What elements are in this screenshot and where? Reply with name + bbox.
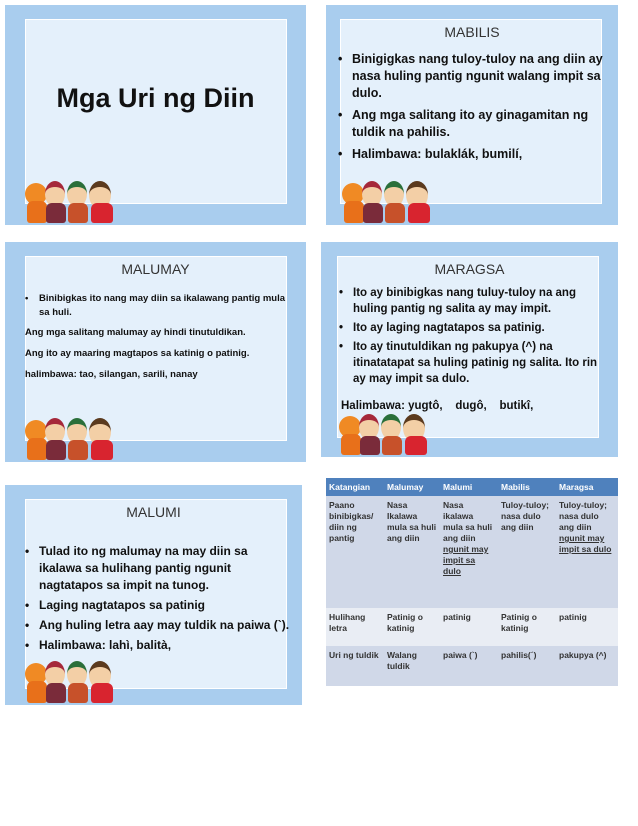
- cartoon-characters-image: [340, 177, 440, 225]
- table-header: Mabilis: [498, 478, 556, 496]
- bullet-item: • Ito ay binibigkas nang tuluy-tuloy na ang huling pantig ng salita ay may impit.: [339, 285, 611, 317]
- bullet-item: • Ang mga salitang ito ay ginagamitan ng tuldik na pahilis.: [338, 107, 608, 141]
- slide-mabilis: [326, 5, 618, 225]
- bullet-item: • Binigigkas nang tuloy-tuloy na ang diin ay nasa huling pantig ngunit walang impit sa dulo.: [338, 51, 608, 102]
- cartoon-characters-image: [23, 414, 123, 462]
- table-cell: Walang tuldik: [384, 646, 440, 686]
- cartoon-characters-image: [23, 657, 123, 705]
- comparison-table: [326, 478, 618, 686]
- table-cell: [440, 496, 498, 608]
- slide-title-text: Mga Uri ng Diin: [56, 83, 255, 113]
- slide-malumay: [5, 242, 306, 462]
- slide-heading: MALUMAY: [121, 261, 190, 277]
- table-row: [326, 608, 618, 646]
- bullet-list: [25, 543, 290, 654]
- bullet-item: • Laging nagtatapos sa patinig: [25, 597, 290, 614]
- bullet-item: • Ito ay laging nagtatapos sa patinig.: [339, 320, 611, 336]
- table-header: Malumay: [384, 478, 440, 496]
- bullet-item: • Ang huling letra aay may tuldik na paiwa (`).: [25, 617, 290, 634]
- table-cell: Hulihang letra: [326, 608, 384, 646]
- table-cell: [556, 496, 618, 608]
- bullet-item: • Halimbawa: bulaklák, bumilí,: [338, 146, 608, 163]
- cartoon-characters-image: [23, 177, 123, 225]
- table-cell: paiwa (`): [440, 646, 498, 686]
- text-block: [25, 326, 287, 382]
- text-line: Ang mga salitang malumay ay hindi tinutuldikan.: [25, 327, 246, 338]
- cell-text: Nasa ikalawa mula sa huli ang diin: [443, 500, 493, 543]
- table-cell: Uri ng tuldik: [326, 646, 384, 686]
- table-row: [326, 496, 618, 608]
- example-line: Halimbawa: yugtô, dugô, butikî,: [341, 400, 534, 412]
- slide-malumi: [5, 485, 302, 705]
- table-header: Katangian: [326, 478, 384, 496]
- cell-underlined-text: ngunit may impit sa dulo: [443, 544, 489, 576]
- table-cell: Nasa Ikalawa mula sa huli ang diin: [384, 496, 440, 608]
- table-cell: patinig: [440, 608, 498, 646]
- cartoon-characters-image: [337, 412, 437, 457]
- bullet-list: [339, 285, 611, 387]
- bullet-item: • Halimbawa: lahì, balità,: [25, 637, 290, 654]
- bullet-item: • Binibigkas ito nang may diin sa ikalawang pantig mula sa huli.: [25, 292, 287, 320]
- table-header: Malumi: [440, 478, 498, 496]
- slide-title: [5, 5, 306, 225]
- text-line: Ang ito ay maaring magtapos sa katinig o patinig.: [25, 348, 250, 359]
- slide-heading: MARAGSA: [434, 261, 505, 277]
- cell-text: Tuloy-tuloy; nasa dulo ang diin: [559, 500, 607, 532]
- slide-heading: MABILIS: [444, 24, 500, 40]
- table-cell: Patinig o katinig: [498, 608, 556, 646]
- bullet-item: • Ito ay tinutuldikan ng pakupya (^) na itinatatapat sa huling patinig ng salita. Ito rin ay may impit sa dulo.: [339, 339, 611, 387]
- table-cell: pakupya (^): [556, 646, 618, 686]
- bullet-list: [25, 292, 287, 320]
- table-cell: Patinig o katinig: [384, 608, 440, 646]
- slide-heading: MALUMI: [126, 504, 181, 520]
- bullet-list: [338, 51, 608, 163]
- table-header-row: [326, 478, 618, 496]
- table-cell: pahilis(´): [498, 646, 556, 686]
- text-line: halimbawa: tao, silangan, sarili, nanay: [25, 369, 198, 380]
- table-cell: Tuloy-tuloy; nasa dulo ang diin: [498, 496, 556, 608]
- slide-maragsa: [321, 242, 618, 457]
- table-cell: Paano binibigkas/ diin ng pantig: [326, 496, 384, 608]
- bullet-item: • Tulad ito ng malumay na may diin sa ikalawa sa hulihang pantig ngunit nagtatapos sa impit na tunog.: [25, 543, 290, 594]
- table-cell: patinig: [556, 608, 618, 646]
- table-row: [326, 646, 618, 686]
- cell-underlined-text: ngunit may impit sa dulo: [559, 533, 612, 554]
- table-header: Maragsa: [556, 478, 618, 496]
